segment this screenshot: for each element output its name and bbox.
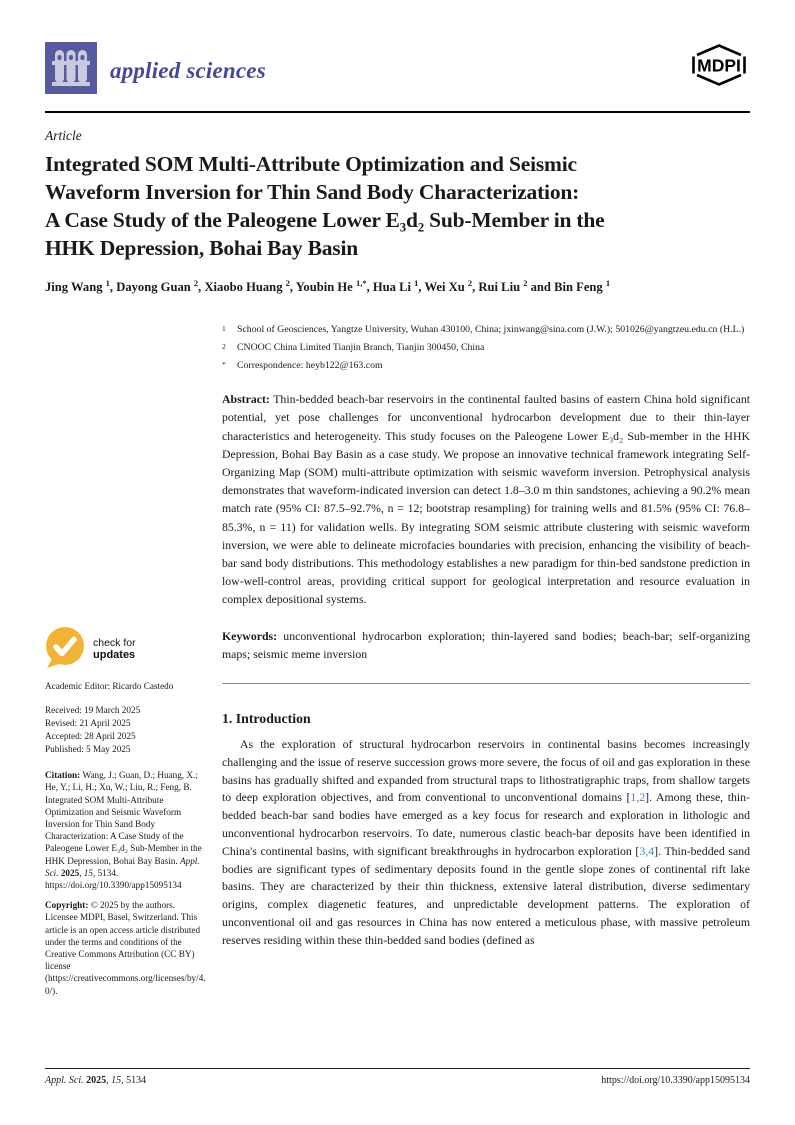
section-heading-introduction: 1. Introduction — [222, 711, 311, 727]
author: Rui Liu $^2$ — [478, 278, 528, 295]
text-segment: Citation: — [45, 770, 83, 781]
mdpi-logo[interactable] — [688, 42, 750, 93]
author: Xiaobo Huang $^2$ — [204, 278, 290, 295]
article-title — [45, 150, 750, 262]
author: Hua Li $^1$ — [372, 278, 419, 295]
text-segment: https://doi.org/10.3390/app15095134 — [45, 880, 182, 891]
text-segment: © 2025 by the authors. Licensee MDPI, Basel, Switzerland. This article is an open access article distributed under the terms and conditions of the Creative Commons Attribution (CC BY) license (https://creativecommons.org/licenses/by/4.0/). — [45, 900, 206, 996]
copyright-block — [45, 899, 207, 997]
text-segment: , 5134 — [121, 1075, 147, 1086]
footer-divider — [45, 1068, 750, 1069]
affiliation-item — [222, 341, 750, 354]
author: Youbin He $^{1,*}$ — [295, 278, 367, 295]
affiliation-item — [222, 323, 750, 336]
text-segment: , — [106, 1075, 112, 1086]
text-segment: ]. Thin-bedded sand bodies are significant types of sedimentary deposits found in the gentle slope zones of continental rift lake basins. They are characterized by their thin thickness, extensive lateral distribution, diverse sedimentary origins, complex diagenetic features, and unpredictable development patterns. The exploration of unconventional oil and gas resources in China has now entered a meticulous phase, with massive petroleum reserves residing within these thin-bedded sand bodies (defined as — [222, 843, 751, 947]
main-column — [222, 323, 750, 997]
author: Jing Wang $^1$ — [45, 278, 110, 295]
metadata-sidebar — [45, 323, 207, 997]
text-segment: Copyright: — [45, 900, 91, 911]
applied-sciences-logo-icon — [45, 42, 97, 99]
keywords-text: unconventional hydrocarbon exploration; thin-layered sand bodies; beach-bar; self-organizing maps; seismic meme inversion — [222, 628, 751, 661]
date-line: Received: 19 March 2025 — [45, 705, 141, 716]
page-footer — [45, 1068, 750, 1086]
text-segment: Wang, J.; Guan, D.; Huang, X.; He, Y.; Li, H.; Xu, W.; Liu, R.; Feng, B. Integrated SOM Multi-Attribute Optimization and Seismic Waveform Inversion for Thin Sand Body Characterization: A Case Study of the Paleogene Lower E₃d₂ Sub-Member in the HHK Depression, Bohai Bay Basin. — [45, 770, 202, 866]
text-segment: 2025 — [60, 867, 80, 878]
text-segment: 2025 — [86, 1075, 107, 1086]
citation-block — [45, 769, 207, 891]
affiliation-item — [222, 359, 750, 372]
journal-name: applied sciences — [110, 57, 266, 83]
abstract — [222, 390, 750, 608]
affiliation-marker: 1 — [222, 324, 226, 334]
abstract-text: Thin-bedded beach-bar reservoirs in the continental faulted basins of eastern China hold significant potential, yet pose challenges for unconventional hydrocarbon development due to their thin-layer characteristics and heterogeneity. This study focuses on the Paleogene Lower E₃d₂ Sub-member in the HHK Depression, Bohai Bay Basin as a case study. We propose an innovative technical framework integrating Self-Organizing Map (SOM) multi-attribute optimization with seismic waveform inversion. Petrophysical analysis demonstrates that waveform-indicated inversion can detect 1.8–3.0 m thin sandstones, achieving a 90.2% mean match rate (95% CI: 87.5–92.7%, n = 12; bootstrap resampling) for training wells and 81.5% (95% CI: 76.8–85.3%, n = 11) for validation wells. By integrating SOM seismic attribute clustering with seismic waveform inversion, we were able to delineate microfacies boundaries with precision, enhancing the visibility of beach-bar sand body distributions. This methodology establishes a new paradigm for thin-bed sandstone prediction in low-well-control areas, providing critical support for geological interpretation and resource evaluation in complex depositional systems. — [222, 392, 750, 607]
author-list: Jing Wang $^1$, Dayong Guan $^2$, Xiaobo Huang $^2$, Youbin He $^{1,*}$, Hua Li $^1$, Wei Xu $^2$, Rui Liu $^2$ and Bin Feng $^1$ — [45, 278, 611, 295]
check-for-updates-icon — [45, 627, 85, 671]
text-segment: Appl. Sci. — [45, 1075, 87, 1086]
author: Wei Xu $^2$ — [424, 278, 473, 295]
author: Dayong Guan $^2$ — [116, 278, 199, 295]
date-line: Published: 5 May 2025 — [45, 744, 131, 755]
text-segment: Appl. Sci. — [45, 855, 200, 878]
footer-journal-ref — [45, 1075, 146, 1086]
article-title-line: A Case Study of the Paleogene Lower E₃d₂ Sub-Member in the — [45, 208, 605, 232]
article-type-label: Article — [45, 128, 82, 143]
abstract-label: Abstract: — [222, 392, 270, 407]
reference-link[interactable]: 1,2 — [630, 790, 646, 805]
header-divider — [45, 111, 750, 113]
introduction-paragraph — [222, 736, 750, 950]
text-segment: As the exploration of structural hydrocarbon reservoirs in continental basins becomes increasingly challenging and the issue of reserve succession grows more severe, the focus of oil and gas exploration in these basins has gradually shifted and expanded from structural traps to lithostratigraphic traps, from shallow targets to deep exploration objectives, and from conventional to unconventional domains [ — [222, 737, 750, 805]
page-header — [45, 0, 750, 99]
affiliation-text: Correspondence: heyb122@163.com — [237, 360, 383, 372]
article-title-line: Integrated SOM Multi-Attribute Optimization and Seismic — [45, 152, 577, 176]
keywords-label: Keywords: — [222, 628, 278, 643]
check-for-updates-label: check for updates — [93, 637, 136, 662]
academic-editor: Academic Editor: Ricardo Castedo — [45, 681, 174, 692]
keywords-divider — [222, 683, 750, 684]
article-dates — [45, 704, 207, 756]
mdpi-logo-label: MDPI — [697, 55, 741, 76]
text-segment: 15 — [111, 1075, 122, 1086]
date-line: Revised: 21 April 2025 — [45, 718, 131, 729]
text-segment: ]. Among these, thin-bedded beach-bar sand bodies have emerged as a key focus for research and exploration in lithologic and unconventional hydrocarbon reservoirs. To date, numerous clastic beach-bar deposits have been identified in China's continental basins, with significant breakthroughs in hydrocarbon exploration [ — [222, 790, 750, 858]
affiliation-text: School of Geosciences, Yangtze University, Wuhan 430100, China; jxinwang@sina.com (J.W.); 501026@yangtzeu.edu.cn (H.L.) — [237, 324, 745, 336]
reference-link[interactable]: 3,4 — [639, 843, 655, 858]
date-line: Accepted: 28 April 2025 — [45, 731, 136, 742]
author: Bin Feng $^1$ — [554, 278, 611, 295]
affiliation-list — [222, 323, 750, 372]
text-segment: 15 — [83, 867, 93, 878]
footer-doi-link[interactable]: https://doi.org/10.3390/app15095134 — [601, 1075, 750, 1086]
journal-brand[interactable] — [45, 42, 266, 99]
article-title-line: Waveform Inversion for Thin Sand Body Characterization: — [45, 180, 580, 204]
affiliation-marker: * — [222, 360, 226, 370]
text-segment: , 5134. — [92, 867, 119, 878]
keywords — [222, 627, 750, 663]
text-segment: , — [79, 867, 84, 878]
affiliation-marker: 2 — [222, 342, 226, 352]
article-title-line: HHK Depression, Bohai Bay Basin — [45, 236, 358, 260]
affiliation-text: CNOOC China Limited Tianjin Branch, Tianjin 300450, China — [237, 342, 485, 354]
check-for-updates-badge[interactable] — [45, 627, 207, 671]
